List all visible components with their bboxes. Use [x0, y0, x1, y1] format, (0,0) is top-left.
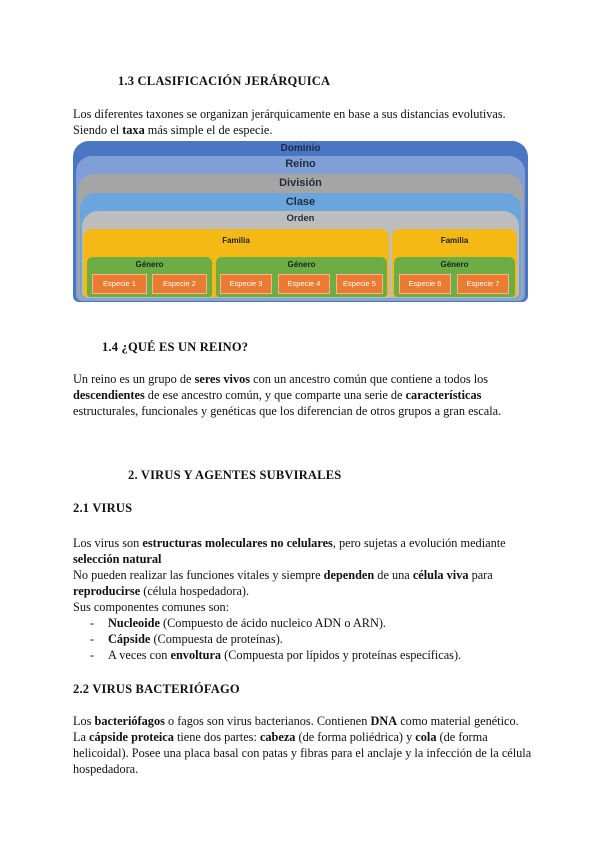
bullet-dash: - [90, 616, 95, 630]
text: o fagos son virus bacterianos. Contienen [164, 714, 371, 728]
text: (Compuesta de proteínas). [150, 632, 283, 646]
text: con un ancestro común que contiene a todos los [250, 372, 489, 386]
label-orden: Orden [286, 213, 315, 224]
bold-term: Nucleoide [108, 616, 160, 630]
text: Un reino es un grupo de [73, 372, 195, 386]
bold-term: dependen [323, 568, 375, 582]
label-familia-1: Familia [222, 236, 250, 245]
bullet-dash: - [90, 648, 95, 662]
especie-5: Especie 5 [336, 274, 383, 294]
genero-2 [216, 257, 387, 297]
text: No pueden realizar las funciones vitales y siempre [73, 568, 324, 582]
bold-term: características [405, 388, 482, 402]
text: , pero sujetas a evolución mediante [332, 536, 506, 550]
especie-2: Especie 2 [152, 274, 207, 294]
paragraph-virus [73, 535, 506, 615]
bold-term: selección natural [73, 552, 162, 566]
text: para [468, 568, 493, 582]
bullet-dash: - [90, 632, 95, 646]
label-reino: Reino [285, 158, 316, 170]
bold-term: envoltura [170, 648, 222, 662]
label-genero-3: Género [440, 260, 469, 269]
taxonomy-hierarchy-diagram [73, 141, 528, 302]
text: tiene dos partes: [173, 730, 260, 744]
bold-term: taxa [122, 123, 145, 137]
especie-3: Especie 3 [220, 274, 272, 294]
familia-1 [83, 229, 389, 297]
bold-term: reproducirse [73, 584, 141, 598]
text: (de forma poliédrica) y [295, 730, 416, 744]
especie-4: Especie 4 [278, 274, 330, 294]
especie-6: Especie 6 [399, 274, 451, 294]
paragraph-reino [73, 371, 501, 419]
label-genero-2: Género [287, 260, 316, 269]
text: (Compuesto de ácido nucleico ADN o ARN). [159, 616, 387, 630]
text: de ese ancestro común, y que comparte una serie de [144, 388, 406, 402]
text: (célula hospedadora). [140, 584, 250, 598]
text: Los [73, 714, 95, 728]
especie-1: Especie 1 [92, 274, 147, 294]
bold-term: célula viva [412, 568, 469, 582]
text: La [73, 730, 90, 744]
label-dominio: Dominio [280, 143, 321, 154]
bold-term: seres vivos [194, 372, 251, 386]
text: estructurales, funcionales y genéticas que los diferencian de otros grupos a gran escala. [73, 404, 502, 418]
paragraph-bacteriofago [73, 713, 531, 777]
bold-term: cápside proteica [89, 730, 174, 744]
label-familia-2: Familia [440, 236, 469, 245]
label-division: División [279, 177, 322, 189]
bold-term: bacteriófagos [94, 714, 165, 728]
section-title-1-3: 1.3 CLASIFICACIÓN JERÁRQUICA [118, 74, 331, 88]
text: (Compuesta por lípidos y proteínas específicas). [221, 648, 462, 662]
bold-term: cola [415, 730, 437, 744]
text: hospedadora. [73, 762, 139, 776]
genero-3 [394, 257, 515, 297]
label-clase: Clase [285, 196, 316, 208]
section-title-2-1: 2.1 VIRUS [73, 501, 133, 515]
bold-term: cabeza [259, 730, 296, 744]
paragraph-taxones [73, 106, 506, 138]
bold-term: estructuras moleculares no celulares [142, 536, 333, 550]
text: Siendo el [73, 123, 123, 137]
text: Los diferentes taxones se organizan jerárquicamente en base a sus distancias evolutivas. [73, 107, 506, 121]
text: de una [374, 568, 413, 582]
text: Los virus son [73, 536, 143, 550]
bold-term: DNA [370, 714, 398, 728]
text: helicoidal). Posee una placa basal con patas y fibras para el anclaje y la infección de la célula [73, 746, 532, 760]
genero-1 [87, 257, 212, 297]
text: Sus componentes comunes son: [73, 600, 230, 614]
text: A veces con [108, 648, 171, 662]
familia-2 [392, 229, 517, 297]
especie-7: Especie 7 [457, 274, 509, 294]
text: (de forma [436, 730, 488, 744]
bold-term: descendientes [73, 388, 145, 402]
bold-term: Cápside [108, 632, 151, 646]
label-genero-1: Género [135, 260, 164, 269]
text: como material genético. [397, 714, 519, 728]
text: más simple el de especie. [144, 123, 273, 137]
section-title-1-4: 1.4 ¿QUÉ ES UN REINO? [102, 340, 249, 354]
section-title-2-2: 2.2 VIRUS BACTERIÓFAGO [73, 682, 240, 696]
section-title-2: 2. VIRUS Y AGENTES SUBVIRALES [128, 468, 342, 482]
